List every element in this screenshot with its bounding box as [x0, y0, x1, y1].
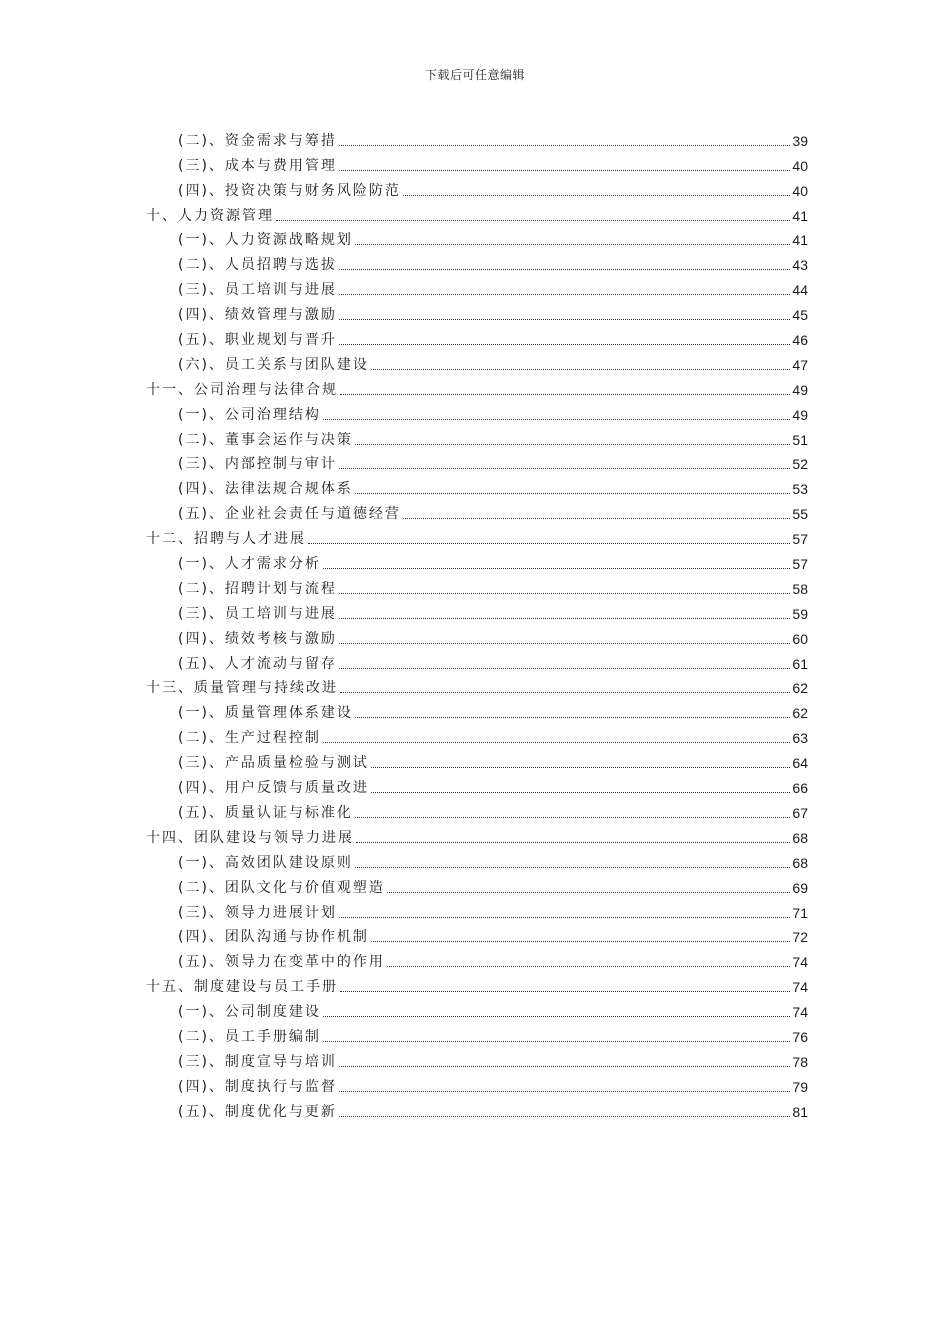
toc-section-entry[interactable] [146, 498, 808, 523]
toc-entry-title: (四)、法律法规合规体系 [178, 481, 353, 498]
toc-section-entry[interactable] [146, 125, 808, 150]
toc-entry-title: (五)、企业社会责任与道德经营 [178, 506, 401, 523]
toc-page-number: 79 [792, 1078, 808, 1095]
toc-dot-leader [323, 567, 790, 569]
toc-page-number: 53 [792, 481, 808, 498]
toc-section-entry[interactable] [146, 623, 808, 648]
toc-page-number: 63 [792, 730, 808, 747]
toc-page-number: 61 [792, 655, 808, 672]
toc-page-number: 51 [792, 431, 808, 448]
toc-section-entry[interactable] [146, 548, 808, 573]
toc-dot-leader [339, 642, 790, 644]
toc-section-entry[interactable] [146, 946, 808, 971]
toc-section-entry[interactable] [146, 996, 808, 1021]
toc-page-number: 74 [792, 979, 808, 996]
toc-entry-title: (二)、资金需求与筹措 [178, 132, 337, 149]
toc-chapter-entry[interactable] [146, 971, 808, 996]
toc-section-entry[interactable] [146, 1071, 808, 1096]
toc-page-number: 41 [792, 207, 808, 224]
toc-entry-title: (四)、投资决策与财务风险防范 [178, 182, 401, 199]
toc-chapter-entry[interactable] [146, 822, 808, 847]
toc-dot-leader [355, 492, 790, 494]
toc-dot-leader [339, 343, 790, 345]
toc-entry-title: (六)、员工关系与团队建设 [178, 356, 369, 373]
toc-section-entry[interactable] [146, 598, 808, 623]
toc-entry-title: (三)、员工培训与进展 [178, 605, 337, 622]
toc-section-entry[interactable] [146, 449, 808, 474]
toc-dot-leader [308, 542, 790, 544]
toc-section-entry[interactable] [146, 1021, 808, 1046]
toc-page-number: 69 [792, 879, 808, 896]
toc-dot-leader [339, 169, 790, 171]
toc-page-number: 78 [792, 1053, 808, 1070]
toc-page-number: 40 [792, 157, 808, 174]
toc-section-entry[interactable] [146, 648, 808, 673]
toc-page-number: 45 [792, 307, 808, 324]
toc-entry-title: (三)、内部控制与审计 [178, 456, 337, 473]
toc-section-entry[interactable] [146, 797, 808, 822]
toc-dot-leader [371, 766, 790, 768]
toc-section-entry[interactable] [146, 697, 808, 722]
toc-page-number: 39 [792, 132, 808, 149]
toc-entry-title: (二)、员工手册编制 [178, 1028, 321, 1045]
toc-dot-leader [340, 393, 790, 395]
toc-dot-leader [339, 268, 790, 270]
toc-section-entry[interactable] [146, 225, 808, 250]
toc-page-number: 68 [792, 829, 808, 846]
toc-section-entry[interactable] [146, 274, 808, 299]
toc-dot-leader [339, 1115, 790, 1117]
toc-entry-title: (三)、产品质量检验与测试 [178, 755, 369, 772]
toc-page-number: 76 [792, 1028, 808, 1045]
toc-entry-title: (三)、员工培训与进展 [178, 282, 337, 299]
toc-entry-title: (一)、公司制度建设 [178, 1004, 321, 1021]
toc-entry-title: 十一、公司治理与法律合规 [146, 381, 338, 398]
toc-dot-leader [276, 219, 790, 221]
toc-page-number: 62 [792, 705, 808, 722]
toc-dot-leader [355, 443, 790, 445]
toc-page-number: 74 [792, 1004, 808, 1021]
toc-dot-leader [339, 617, 790, 619]
toc-section-entry[interactable] [146, 249, 808, 274]
toc-dot-leader [339, 1065, 790, 1067]
toc-dot-leader [355, 816, 790, 818]
toc-page-number: 46 [792, 332, 808, 349]
toc-page-number: 67 [792, 804, 808, 821]
toc-page-number: 55 [792, 506, 808, 523]
toc-entry-title: (二)、招聘计划与流程 [178, 580, 337, 597]
toc-entry-title: (四)、绩效考核与激励 [178, 630, 337, 647]
toc-dot-leader [339, 667, 790, 669]
toc-page-number: 81 [792, 1103, 808, 1120]
toc-section-entry[interactable] [146, 1046, 808, 1071]
toc-dot-leader [355, 243, 790, 245]
toc-entry-title: (三)、成本与费用管理 [178, 157, 337, 174]
toc-dot-leader [339, 144, 790, 146]
toc-entry-title: (二)、团队文化与价值观塑造 [178, 879, 385, 896]
toc-dot-leader [355, 716, 790, 718]
toc-entry-title: (四)、团队沟通与协作机制 [178, 929, 369, 946]
toc-entry-title: (五)、制度优化与更新 [178, 1103, 337, 1120]
toc-entry-title: (五)、职业规划与晋升 [178, 332, 337, 349]
toc-entry-title: 十四、团队建设与领导力进展 [146, 829, 354, 846]
toc-section-entry[interactable] [146, 1096, 808, 1121]
toc-dot-leader [323, 1040, 790, 1042]
toc-section-entry[interactable] [146, 922, 808, 947]
toc-page-number: 74 [792, 954, 808, 971]
toc-chapter-entry[interactable] [146, 200, 808, 225]
toc-section-entry[interactable] [146, 772, 808, 797]
toc-page-number: 47 [792, 356, 808, 373]
toc-page-number: 71 [792, 904, 808, 921]
toc-section-entry[interactable] [146, 399, 808, 424]
toc-page-number: 58 [792, 580, 808, 597]
toc-dot-leader [355, 866, 790, 868]
toc-dot-leader [403, 194, 790, 196]
table-of-contents [146, 125, 808, 1121]
toc-page-number: 64 [792, 755, 808, 772]
toc-page-number: 49 [792, 406, 808, 423]
toc-section-entry[interactable] [146, 324, 808, 349]
toc-dot-leader [339, 467, 790, 469]
toc-dot-leader [371, 940, 790, 942]
toc-dot-leader [371, 368, 790, 370]
toc-entry-title: (四)、用户反馈与质量改进 [178, 780, 369, 797]
toc-page-number: 52 [792, 456, 808, 473]
toc-page-number: 44 [792, 282, 808, 299]
toc-page-number: 66 [792, 780, 808, 797]
toc-entry-title: (五)、质量认证与标准化 [178, 804, 353, 821]
toc-page-number: 68 [792, 854, 808, 871]
toc-entry-title: (三)、领导力进展计划 [178, 904, 337, 921]
toc-page-number: 41 [792, 232, 808, 249]
toc-entry-title: (四)、制度执行与监督 [178, 1078, 337, 1095]
toc-section-entry[interactable] [146, 573, 808, 598]
toc-entry-title: 十二、招聘与人才进展 [146, 531, 306, 548]
toc-dot-leader [323, 741, 790, 743]
toc-page-number: 59 [792, 605, 808, 622]
toc-dot-leader [403, 517, 790, 519]
toc-section-entry[interactable] [146, 299, 808, 324]
toc-dot-leader [339, 1090, 790, 1092]
toc-page-number: 72 [792, 929, 808, 946]
toc-entry-title: (一)、高效团队建设原则 [178, 854, 353, 871]
toc-dot-leader [339, 592, 790, 594]
toc-entry-title: (一)、人才需求分析 [178, 556, 321, 573]
toc-dot-leader [340, 990, 790, 992]
toc-dot-leader [387, 965, 790, 967]
toc-entry-title: (二)、董事会运作与决策 [178, 431, 353, 448]
toc-section-entry[interactable] [146, 847, 808, 872]
toc-section-entry[interactable] [146, 872, 808, 897]
toc-dot-leader [356, 841, 790, 843]
toc-entry-title: (二)、生产过程控制 [178, 730, 321, 747]
toc-section-entry[interactable] [146, 897, 808, 922]
toc-chapter-entry[interactable] [146, 374, 808, 399]
toc-section-entry[interactable] [146, 150, 808, 175]
toc-dot-leader [339, 916, 790, 918]
toc-entry-title: (五)、人才流动与留存 [178, 655, 337, 672]
toc-section-entry[interactable] [146, 473, 808, 498]
toc-dot-leader [371, 791, 790, 793]
toc-entry-title: (一)、公司治理结构 [178, 406, 321, 423]
toc-entry-title: (三)、制度宣导与培训 [178, 1053, 337, 1070]
toc-page-number: 40 [792, 182, 808, 199]
toc-entry-title: (二)、人员招聘与选拔 [178, 257, 337, 274]
toc-section-entry[interactable] [146, 747, 808, 772]
toc-entry-title: 十五、制度建设与员工手册 [146, 979, 338, 996]
toc-chapter-entry[interactable] [146, 673, 808, 698]
toc-page-number: 57 [792, 556, 808, 573]
toc-page-number: 57 [792, 531, 808, 548]
toc-dot-leader [323, 418, 790, 420]
toc-section-entry[interactable] [146, 175, 808, 200]
toc-page-number: 62 [792, 680, 808, 697]
toc-entry-title: 十、人力资源管理 [146, 207, 274, 224]
toc-dot-leader [340, 691, 790, 693]
toc-entry-title: (四)、绩效管理与激励 [178, 307, 337, 324]
toc-entry-title: 十三、质量管理与持续改进 [146, 680, 338, 697]
toc-dot-leader [339, 318, 790, 320]
toc-dot-leader [323, 1015, 790, 1017]
toc-chapter-entry[interactable] [146, 523, 808, 548]
page-header: 下载后可任意编辑 [424, 68, 525, 82]
toc-entry-title: (一)、质量管理体系建设 [178, 705, 353, 722]
toc-dot-leader [339, 293, 790, 295]
toc-section-entry[interactable] [146, 722, 808, 747]
toc-page-number: 49 [792, 381, 808, 398]
toc-entry-title: (五)、领导力在变革中的作用 [178, 954, 385, 971]
toc-section-entry[interactable] [146, 424, 808, 449]
toc-dot-leader [387, 891, 790, 893]
toc-page-number: 60 [792, 630, 808, 647]
toc-section-entry[interactable] [146, 349, 808, 374]
toc-entry-title: (一)、人力资源战略规划 [178, 232, 353, 249]
toc-page-number: 43 [792, 257, 808, 274]
